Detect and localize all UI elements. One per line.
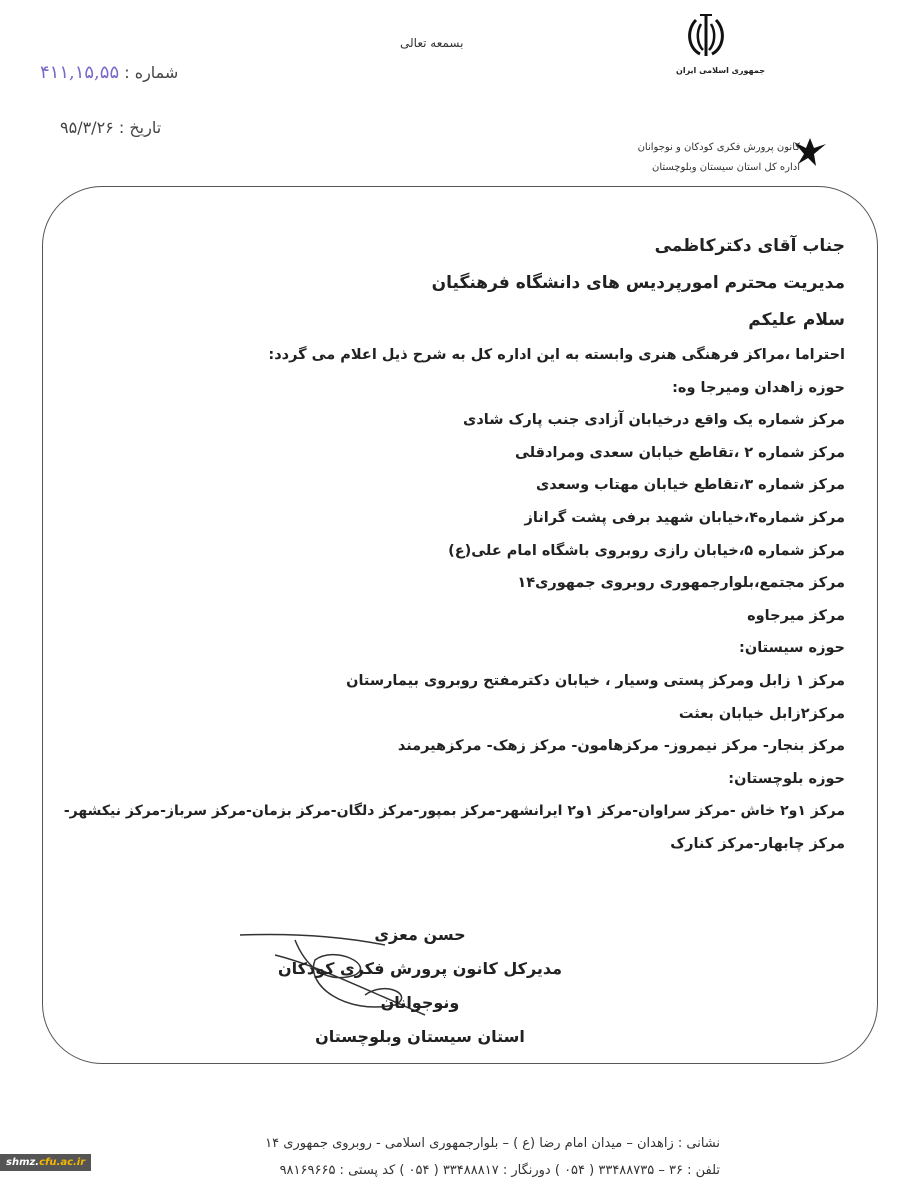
org-line-2: اداره کل استان سیستان وبلوچستان [651,162,800,173]
body-line: احتراما ،مراکز فرهنگی هنری وابسته به این اداره کل به شرح ذیل اعلام می گردد: [268,347,845,363]
body-line: مرکز ۱و۲ خاش -مرکز سراوان-مرکز ۱و۲ ایرانشهر-مرکز بمپور-مرکز دلگان-مرکز بزمان-مرکز سرباز-مرکز نیکشهر- [63,803,845,820]
body-line: مرکز شماره ۵،خیابان رازی روبروی باشگاه امام علی(ع) [448,542,845,559]
number-label: شماره : [124,63,179,82]
body-line: مرکز چابهار-مرکز کنارک [670,835,845,852]
letter-body [63,228,845,861]
signer-title: مدیرکل کانون پرورش فکری کودکان ونوجوانان [277,959,563,1012]
watermark-suffix: cfu.ac.ir [39,1157,86,1168]
body-line: مرکز۲زابل خیابان بعثت [678,705,845,722]
footer [180,1130,720,1184]
signature-block [240,918,600,1054]
org-name [600,138,800,178]
body-line: مرکز مجتمع،بلوارجمهوری روبروی جمهوری۱۴ [517,575,845,592]
addressee: جناب آقای دکترکاظمی [654,236,845,256]
body-line: مرکز بنجار- مرکز نیمروز- مرکزهامون- مرکز زهک- مرکزهیرمند [397,738,845,755]
body-line: حوزه سیستان: [739,640,845,657]
iran-emblem [676,12,765,75]
number-value: ۴۱۱,۱۵,۵۵ [40,62,120,83]
date-label: تاریخ : [118,118,162,137]
body-line: مرکز میرجاوه [747,607,845,624]
org-line-1: کانون پرورش فکری کودکان و نوجوانان [637,142,800,153]
signer-province: استان سیستان وبلوچستان [315,1027,525,1046]
greeting: سلام علیکم [748,310,845,330]
footer-address: نشانی : زاهدان – میدان امام رضا (ع ) – بلوارجمهوری اسلامی - روبروی جمهوری ۱۴ [265,1136,720,1151]
signer-name: حسن معزی [374,925,466,944]
letter-date [60,118,190,137]
date-value: ۹۵/۳/۲۶ [60,118,114,137]
body-line: حوزه زاهدان ومیرجا وه: [672,379,845,396]
emblem-caption: جمهوری اسلامی ایران [676,66,765,75]
emblem-icon [684,12,728,60]
body-line: مرکز شماره۴،خیابان شهید برفی پشت گراناز [524,509,845,526]
basmala: بسمعه تعالی [400,36,464,50]
watermark-badge [0,1154,91,1171]
addressee-title: مدیریت محترم امورپردیس های دانشگاه فرهنگیان [431,273,845,293]
body-line: مرکز شماره ۲ ،تقاطع خیابان سعدی ومرادقلی [514,444,845,461]
body-line: مرکز شماره ۳،تقاطع خیابان مهتاب وسعدی [536,477,845,494]
watermark-prefix: shmz. [6,1157,40,1168]
body-line: حوزه بلوچستان: [728,770,845,787]
letter-number [40,62,180,83]
footer-contact: تلفن : ۳۶ – ۳۳۴۸۸۷۳۵ ( ۰۵۴ ) دورنگار : ۳۳۴۸۸۸۱۷ ( ۰۵۴ ) کد پستی : ۹۸۱۶۹۶۶۵ [279,1163,720,1178]
body-line: مرکز شماره یک واقع درخیابان آزادی جنب پارک شادی [463,412,845,429]
body-line: مرکز ۱ زابل ومرکز پستی وسیار ، خیابان دکترمفتح روبروی بیمارستان [346,672,845,689]
